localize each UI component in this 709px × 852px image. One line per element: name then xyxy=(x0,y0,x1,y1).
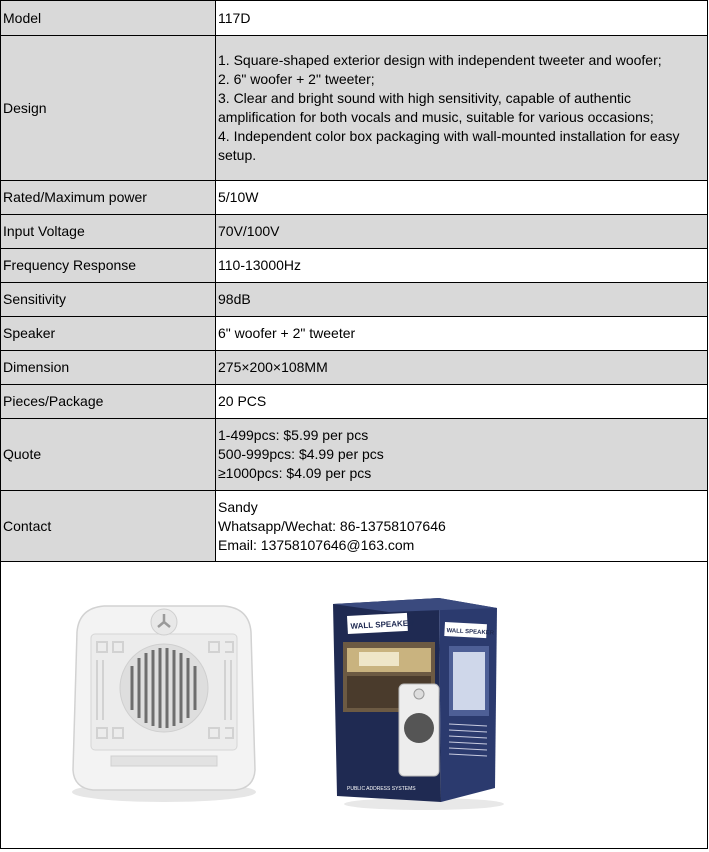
value-voltage: 70V/100V xyxy=(216,215,708,249)
label-contact: Contact xyxy=(1,491,216,562)
box-side-title: WALL SPEAKER xyxy=(446,628,495,637)
row-dimension xyxy=(1,351,708,385)
value-frequency: 110-13000Hz xyxy=(216,249,708,283)
row-sensitivity xyxy=(1,283,708,317)
label-sensitivity: Sensitivity xyxy=(1,283,216,317)
row-design xyxy=(1,36,708,181)
row-contact xyxy=(1,491,708,562)
label-model: Model xyxy=(1,1,216,36)
label-design: Design xyxy=(1,36,216,181)
value-power: 5/10W xyxy=(216,181,708,215)
value-contact: Sandy Whatsapp/Wechat: 86-13758107646 Email: 13758107646@163.com xyxy=(216,491,708,562)
label-package: Pieces/Package xyxy=(1,385,216,419)
label-dimension: Dimension xyxy=(1,351,216,385)
row-package xyxy=(1,385,708,419)
box-front-title: WALL SPEAKER xyxy=(350,618,415,631)
value-model: 117D xyxy=(216,1,708,36)
label-power: Rated/Maximum power xyxy=(1,181,216,215)
row-frequency xyxy=(1,249,708,283)
value-quote: 1-499pcs: $5.99 per pcs 500-999pcs: $4.99 per pcs ≥1000pcs: $4.09 per pcs xyxy=(216,419,708,491)
row-voltage xyxy=(1,215,708,249)
value-sensitivity: 98dB xyxy=(216,283,708,317)
row-model xyxy=(1,1,708,36)
box-photo xyxy=(329,592,509,812)
value-speaker: 6" woofer + 2" tweeter xyxy=(216,317,708,351)
photo-cell xyxy=(1,562,708,849)
label-speaker: Speaker xyxy=(1,317,216,351)
row-quote xyxy=(1,419,708,491)
value-dimension: 275×200×108MM xyxy=(216,351,708,385)
box-footer: PUBLIC ADDRESS SYSTEMS xyxy=(347,786,416,792)
row-photos xyxy=(1,562,708,849)
row-power xyxy=(1,181,708,215)
value-package: 20 PCS xyxy=(216,385,708,419)
speaker-photo xyxy=(59,600,269,810)
row-speaker xyxy=(1,317,708,351)
label-voltage: Input Voltage xyxy=(1,215,216,249)
label-quote: Quote xyxy=(1,419,216,491)
label-frequency: Frequency Response xyxy=(1,249,216,283)
value-design: 1. Square-shaped exterior design with independent tweeter and woofer; 2. 6" woofer + 2" tweeter; 3. Clear and bright sound with high sensitivity, capable of authentic amplification for both vocals and music, suitable for various occasions; 4. Independent color box packaging with wall-mounted installation for easy setup. xyxy=(216,36,708,181)
